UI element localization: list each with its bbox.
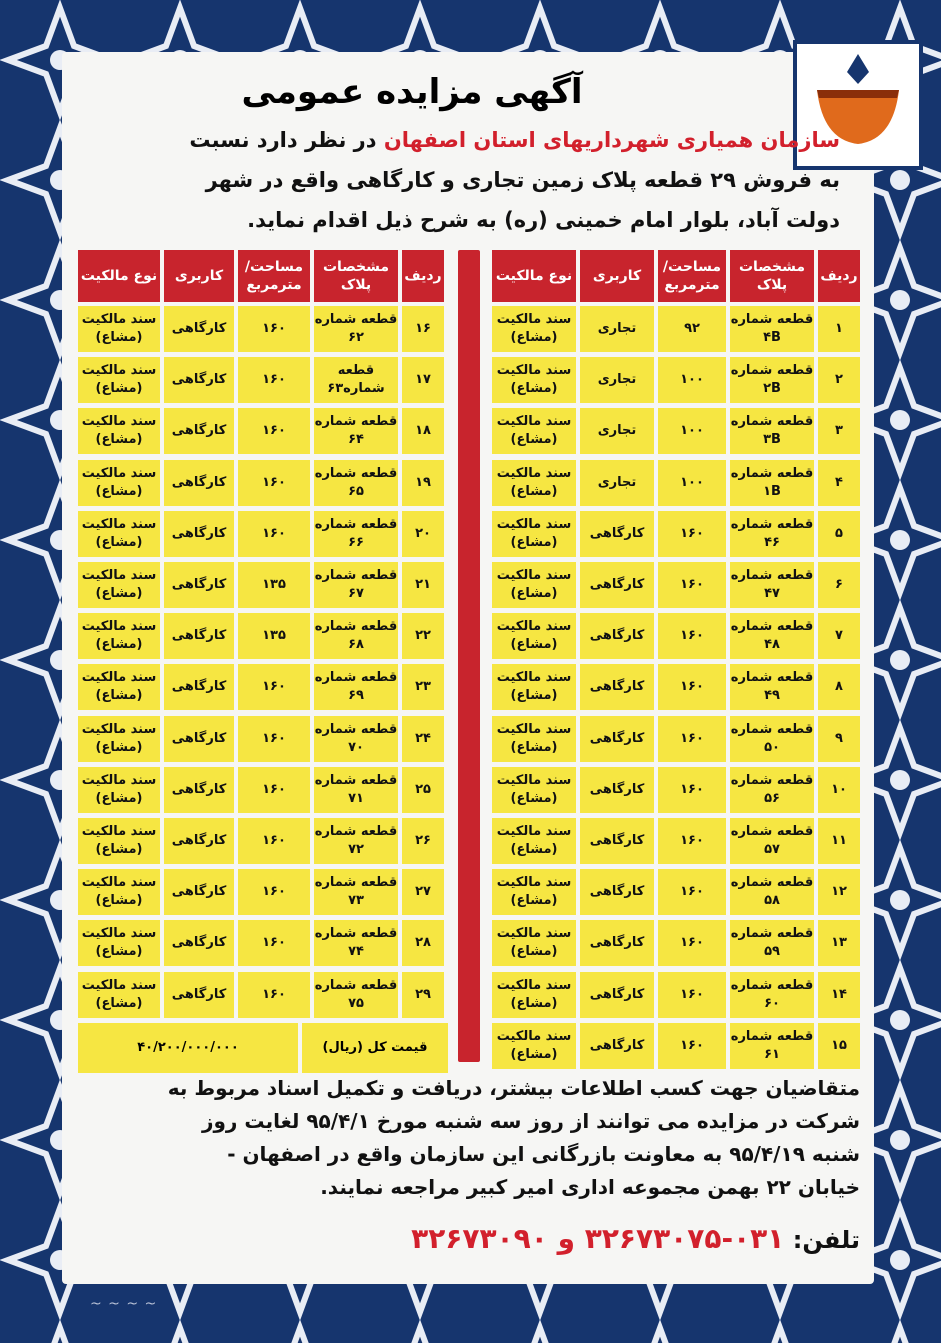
header-area: مساحت/ مترمربع	[238, 250, 310, 302]
table-cell-row: ۱۸	[402, 408, 444, 454]
table-cell-usage: کارگاهی	[164, 869, 234, 915]
table-cell-ownership: سند مالکیت (مشاع)	[492, 1023, 576, 1069]
table-cell-area: ۱۶۰	[238, 408, 310, 454]
table-cell-row: ۲۵	[402, 767, 444, 813]
table-cell-area: ۱۰۰	[658, 408, 726, 454]
table-cell-ownership: سند مالکیت (مشاع)	[78, 664, 160, 710]
table-cell-area: ۱۶۰	[238, 511, 310, 557]
table-cell-ownership: سند مالکیت (مشاع)	[492, 920, 576, 966]
table-cell-row: ۲۸	[402, 920, 444, 966]
table-divider	[458, 250, 480, 1062]
intro-paragraph	[88, 120, 840, 240]
header-usage: کاربری	[580, 250, 654, 302]
table-cell-row: ۴	[818, 460, 860, 506]
table-cell-area: ۱۶۰	[658, 562, 726, 608]
table-cell-usage: کارگاهی	[164, 306, 234, 352]
table-cell-area: ۱۶۰	[658, 818, 726, 864]
table-cell-plaque: قطعه شماره ۴۸	[730, 613, 814, 659]
table-cell-area: ۱۳۵	[238, 613, 310, 659]
page-title: آگهی مزایده عمومی	[241, 72, 583, 112]
table-cell-area: ۱۶۰	[238, 306, 310, 352]
table-cell-usage: تجاری	[580, 408, 654, 454]
intro-text-1: در نظر دارد نسبت	[189, 128, 377, 152]
table-cell-area: ۱۶۰	[658, 613, 726, 659]
table-cell-ownership: سند مالکیت (مشاع)	[492, 613, 576, 659]
table-cell-usage: کارگاهی	[580, 869, 654, 915]
table-cell-ownership: سند مالکیت (مشاع)	[492, 869, 576, 915]
header-usage: کاربری	[164, 250, 234, 302]
total-price-value: ۴۰/۲۰۰/۰۰۰/۰۰۰	[78, 1023, 298, 1073]
table-cell-usage: کارگاهی	[164, 613, 234, 659]
table-cell-usage: کارگاهی	[580, 767, 654, 813]
table-cell-row: ۹	[818, 716, 860, 762]
header-plaque: مشخصات پلاک	[730, 250, 814, 302]
table-cell-plaque: قطعه شماره ۱B	[730, 460, 814, 506]
table-cell-usage: تجاری	[580, 357, 654, 403]
table-cell-plaque: قطعه شماره ۶۴	[314, 408, 398, 454]
header-row: ردیف	[818, 250, 860, 302]
footer-line-3: شنبه ۹۵/۴/۱۹ به معاونت بازرگانی این سازمان واقع در اصفهان -	[227, 1142, 860, 1166]
table-cell-usage: کارگاهی	[164, 920, 234, 966]
table-cell-ownership: سند مالکیت (مشاع)	[78, 920, 160, 966]
table-cell-ownership: سند مالکیت (مشاع)	[492, 408, 576, 454]
table-cell-row: ۱۶	[402, 306, 444, 352]
table-cell-usage: کارگاهی	[580, 1023, 654, 1069]
table-cell-area: ۹۲	[658, 306, 726, 352]
table-cell-plaque: قطعه شماره ۵۷	[730, 818, 814, 864]
table-cell-area: ۱۶۰	[658, 511, 726, 557]
table-cell-plaque: قطعه شماره۶۳	[314, 357, 398, 403]
phone-number: ۰۳۱-۳۲۶۷۳۰۷۵ و ۳۲۶۷۳۰۹۰	[411, 1222, 785, 1255]
table-cell-plaque: قطعه شماره ۴۷	[730, 562, 814, 608]
table-cell-area: ۱۶۰	[658, 716, 726, 762]
table-cell-ownership: سند مالکیت (مشاع)	[78, 869, 160, 915]
table-cell-plaque: قطعه شماره ۶۵	[314, 460, 398, 506]
table-cell-row: ۲۶	[402, 818, 444, 864]
phone-label: تلفن:	[792, 1226, 860, 1254]
table-cell-area: ۱۶۰	[658, 869, 726, 915]
table-cell-usage: کارگاهی	[580, 920, 654, 966]
table-cell-area: ۱۶۰	[658, 1023, 726, 1069]
table-cell-ownership: سند مالکیت (مشاع)	[492, 818, 576, 864]
table-cell-usage: کارگاهی	[164, 972, 234, 1018]
table-cell-ownership: سند مالکیت (مشاع)	[78, 767, 160, 813]
table-cell-ownership: سند مالکیت (مشاع)	[78, 613, 160, 659]
table-cell-plaque: قطعه شماره ۵۹	[730, 920, 814, 966]
table-right-half	[492, 250, 860, 1062]
table-cell-plaque: قطعه شماره ۶۲	[314, 306, 398, 352]
table-cell-area: ۱۶۰	[238, 460, 310, 506]
table-cell-area: ۱۶۰	[658, 972, 726, 1018]
table-cell-plaque: قطعه شماره ۶۹	[314, 664, 398, 710]
table-cell-ownership: سند مالکیت (مشاع)	[78, 306, 160, 352]
table-cell-usage: کارگاهی	[580, 818, 654, 864]
table-cell-row: ۱۳	[818, 920, 860, 966]
table-cell-plaque: قطعه شماره ۷۰	[314, 716, 398, 762]
lots-table	[78, 250, 860, 1062]
table-cell-row: ۱۰	[818, 767, 860, 813]
table-cell-row: ۲	[818, 357, 860, 403]
table-cell-plaque: قطعه شماره ۵۶	[730, 767, 814, 813]
table-cell-row: ۱۲	[818, 869, 860, 915]
table-cell-row: ۷	[818, 613, 860, 659]
table-cell-usage: کارگاهی	[580, 664, 654, 710]
table-cell-row: ۵	[818, 511, 860, 557]
table-cell-usage: کارگاهی	[580, 613, 654, 659]
table-cell-ownership: سند مالکیت (مشاع)	[492, 562, 576, 608]
footer-line-1: متقاضیان جهت کسب اطلاعات بیشتر، دریافت و تکمیل اسناد مربوط به	[167, 1076, 860, 1100]
table-cell-row: ۶	[818, 562, 860, 608]
table-cell-ownership: سند مالکیت (مشاع)	[78, 562, 160, 608]
table-cell-ownership: سند مالکیت (مشاع)	[78, 818, 160, 864]
intro-text-3: دولت آباد، بلوار امام خمینی (ره) به شرح ذیل اقدام نماید.	[247, 208, 840, 232]
header-ownership: نوع مالکیت	[78, 250, 160, 302]
table-cell-row: ۳	[818, 408, 860, 454]
intro-text-2: به فروش ۲۹ قطعه پلاک زمین تجاری و کارگاهی واقع در شهر	[205, 168, 840, 192]
table-cell-plaque: قطعه شماره ۴۹	[730, 664, 814, 710]
table-cell-area: ۱۶۰	[238, 716, 310, 762]
table-cell-area: ۱۳۵	[238, 562, 310, 608]
table-cell-row: ۲۱	[402, 562, 444, 608]
table-cell-ownership: سند مالکیت (مشاع)	[492, 306, 576, 352]
table-cell-ownership: سند مالکیت (مشاع)	[78, 357, 160, 403]
table-cell-area: ۱۰۰	[658, 460, 726, 506]
organization-signature: ~ ~ ~ ~	[90, 1296, 158, 1312]
table-cell-usage: کارگاهی	[164, 716, 234, 762]
table-cell-usage: کارگاهی	[164, 408, 234, 454]
table-cell-row: ۲۴	[402, 716, 444, 762]
table-cell-plaque: قطعه شماره ۴۶	[730, 511, 814, 557]
table-cell-usage: کارگاهی	[580, 972, 654, 1018]
table-cell-area: ۱۰۰	[658, 357, 726, 403]
table-cell-plaque: قطعه شماره ۶۱	[730, 1023, 814, 1069]
table-cell-ownership: سند مالکیت (مشاع)	[78, 460, 160, 506]
footer-line-4: خیابان ۲۲ بهمن مجموعه اداری امیر کبیر مراجعه نمایند.	[320, 1175, 860, 1199]
table-cell-usage: کارگاهی	[164, 511, 234, 557]
table-cell-area: ۱۶۰	[238, 972, 310, 1018]
table-cell-row: ۱۷	[402, 357, 444, 403]
table-cell-plaque: قطعه شماره ۴B	[730, 306, 814, 352]
table-cell-row: ۲۹	[402, 972, 444, 1018]
table-cell-ownership: سند مالکیت (مشاع)	[78, 716, 160, 762]
table-cell-row: ۱۱	[818, 818, 860, 864]
table-cell-usage: تجاری	[580, 306, 654, 352]
table-cell-row: ۱	[818, 306, 860, 352]
table-left-half	[78, 250, 448, 1062]
table-cell-ownership: سند مالکیت (مشاع)	[492, 511, 576, 557]
header-row: ردیف	[402, 250, 444, 302]
table-cell-ownership: سند مالکیت (مشاع)	[78, 511, 160, 557]
table-cell-plaque: قطعه شماره ۶۶	[314, 511, 398, 557]
table-cell-plaque: قطعه شماره ۷۲	[314, 818, 398, 864]
table-cell-plaque: قطعه شماره ۶۷	[314, 562, 398, 608]
table-cell-area: ۱۶۰	[238, 664, 310, 710]
table-cell-row: ۱۴	[818, 972, 860, 1018]
table-cell-usage: کارگاهی	[164, 664, 234, 710]
table-cell-row: ۲۲	[402, 613, 444, 659]
table-cell-usage: کارگاهی	[580, 511, 654, 557]
table-cell-area: ۱۶۰	[238, 357, 310, 403]
table-cell-plaque: قطعه شماره ۷۱	[314, 767, 398, 813]
table-cell-row: ۱۵	[818, 1023, 860, 1069]
table-cell-plaque: قطعه شماره ۷۴	[314, 920, 398, 966]
table-cell-ownership: سند مالکیت (مشاع)	[492, 664, 576, 710]
table-cell-row: ۲۳	[402, 664, 444, 710]
table-cell-usage: کارگاهی	[580, 716, 654, 762]
table-cell-usage: کارگاهی	[164, 357, 234, 403]
table-cell-usage: کارگاهی	[580, 562, 654, 608]
footer-line-2: شرکت در مزایده می توانند از روز سه شنبه مورخ ۹۵/۴/۱ لغایت روز	[201, 1109, 860, 1133]
table-cell-area: ۱۶۰	[238, 869, 310, 915]
table-cell-area: ۱۶۰	[658, 767, 726, 813]
table-cell-plaque: قطعه شماره ۶۰	[730, 972, 814, 1018]
table-cell-area: ۱۶۰	[658, 920, 726, 966]
table-cell-usage: تجاری	[580, 460, 654, 506]
table-cell-ownership: سند مالکیت (مشاع)	[492, 767, 576, 813]
organization-name: سازمان همیاری شهرداریهای استان اصفهان	[383, 128, 840, 152]
table-cell-area: ۱۶۰	[238, 767, 310, 813]
table-cell-usage: کارگاهی	[164, 818, 234, 864]
table-cell-ownership: سند مالکیت (مشاع)	[492, 460, 576, 506]
footer-paragraph	[80, 1072, 860, 1204]
table-cell-ownership: سند مالکیت (مشاع)	[492, 972, 576, 1018]
header-area: مساحت/ مترمربع	[658, 250, 726, 302]
table-cell-plaque: قطعه شماره ۷۳	[314, 869, 398, 915]
table-cell-ownership: سند مالکیت (مشاع)	[492, 716, 576, 762]
table-cell-row: ۲۰	[402, 511, 444, 557]
table-cell-area: ۱۶۰	[658, 664, 726, 710]
table-cell-plaque: قطعه شماره ۷۵	[314, 972, 398, 1018]
table-cell-ownership: سند مالکیت (مشاع)	[78, 408, 160, 454]
header-ownership: نوع مالکیت	[492, 250, 576, 302]
table-cell-area: ۱۶۰	[238, 920, 310, 966]
table-cell-usage: کارگاهی	[164, 562, 234, 608]
table-cell-row: ۸	[818, 664, 860, 710]
table-cell-ownership: سند مالکیت (مشاع)	[492, 357, 576, 403]
total-price-label: قیمت کل (ریال)	[302, 1023, 448, 1073]
table-cell-row: ۲۷	[402, 869, 444, 915]
table-cell-row: ۱۹	[402, 460, 444, 506]
table-cell-area: ۱۶۰	[238, 818, 310, 864]
table-cell-usage: کارگاهی	[164, 767, 234, 813]
table-cell-plaque: قطعه شماره ۲B	[730, 357, 814, 403]
table-cell-plaque: قطعه شماره ۶۸	[314, 613, 398, 659]
table-cell-plaque: قطعه شماره ۵۸	[730, 869, 814, 915]
table-cell-usage: کارگاهی	[164, 460, 234, 506]
table-cell-plaque: قطعه شماره ۵۰	[730, 716, 814, 762]
table-cell-plaque: قطعه شماره ۳B	[730, 408, 814, 454]
table-cell-ownership: سند مالکیت (مشاع)	[78, 972, 160, 1018]
header-plaque: مشخصات پلاک	[314, 250, 398, 302]
phone-row	[80, 1222, 860, 1255]
